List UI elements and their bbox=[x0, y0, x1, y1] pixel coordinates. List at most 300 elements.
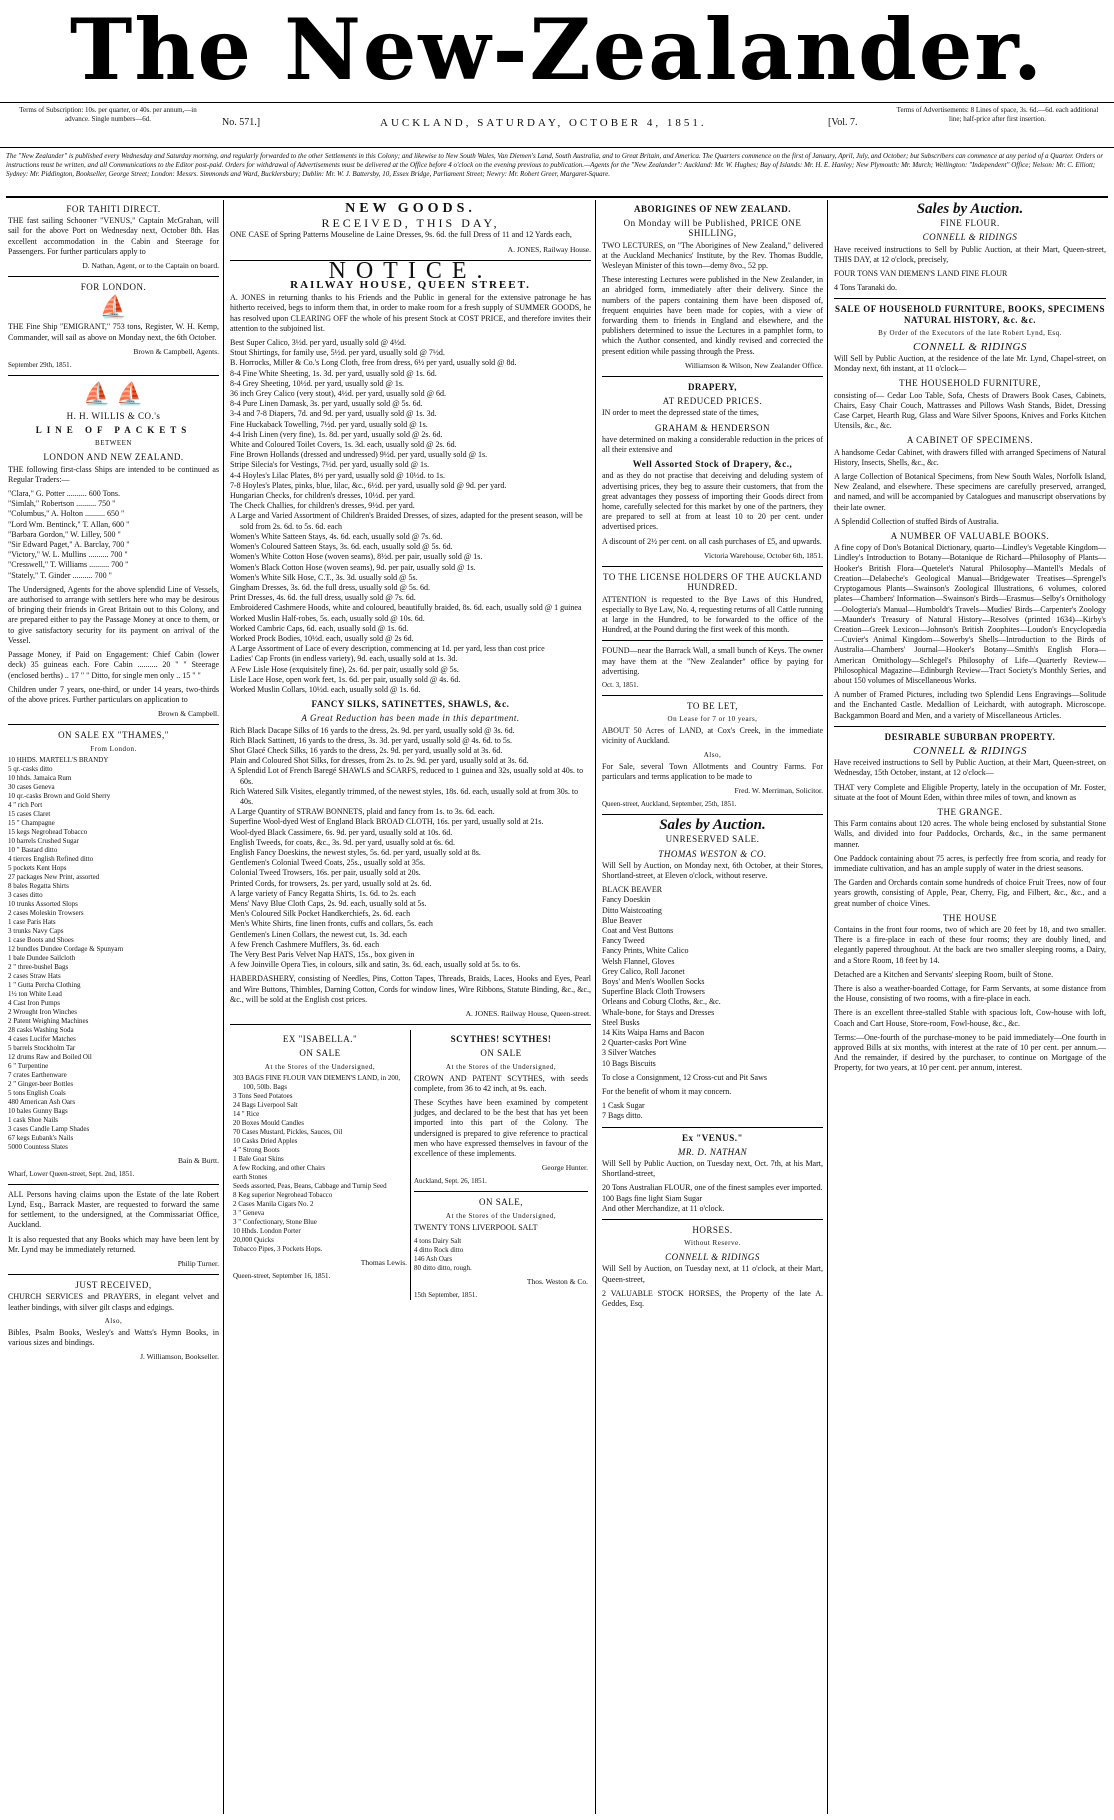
list-item: 1 case Paris Hats bbox=[8, 917, 56, 926]
list-item: Fancy Prints, White Calico bbox=[602, 946, 689, 956]
weston-list bbox=[602, 885, 823, 1069]
list-item: "Cresswell," T. Williams .......... 700 " bbox=[8, 560, 129, 570]
column-4 bbox=[830, 200, 1110, 1814]
list-item: Tobacco Pipes, 3 Pockets Hops. bbox=[233, 1244, 323, 1253]
house-body-2: Detached are a Kitchen and Servants' sleeping Room, built of Stone. bbox=[834, 969, 1054, 979]
horses-body: Will Sell by Auction, on Tuesday next, at 11 o'clock, at their Mart, Queen-street, bbox=[602, 1264, 823, 1284]
thames-date: Wharf, Lower Queen-street, Sept. 2nd, 1851. bbox=[8, 1169, 135, 1178]
list-item: 1½ ton White Lead bbox=[8, 989, 62, 998]
willis-line: LINE OF PACKETS bbox=[35, 425, 192, 436]
salt-date: 15th September, 1851. bbox=[414, 1291, 478, 1300]
list-item: 4-4 Irish Linen (very fine), 1s. 8d. per yard, usually sold @ 2s. 6d. bbox=[230, 429, 443, 439]
willis-body-2: The Undersigned, Agents for the above splendid Line of Vessels, are authorised to arrange with settlers here who may be desirous of bringing their friends in Great Britain out to this Colony, and are prepared either to pay the Passage Money at once to them, or to give satisfactory security for its payment on arrival of the Vessel. bbox=[8, 584, 219, 645]
list-item: Wool-dyed Black Cassimere, 6s. 9d. per yard, usually sold at 10s. 6d. bbox=[230, 827, 453, 837]
divider bbox=[8, 276, 219, 277]
list-item: 8 bales Regatta Shirts bbox=[8, 881, 69, 890]
flour-items-2: 4 Tons Taranaki do. bbox=[834, 283, 898, 293]
list-item: 3 trunks Navy Caps bbox=[8, 926, 64, 935]
list-item: A Splendid Lot of French Baregé SHAWLS and SCARFS, reduced to 1 guinea and 32s, usually sold at 40s. to 60s. bbox=[230, 766, 584, 786]
aborigines-body: TWO LECTURES, on "The Aborigines of New Zealand," delivered at the Auckland Mechanics' Institute, by the Rev. Thomas Buddle, Wesleyan Minister of this town—demy 8vo., 52 pp. bbox=[602, 240, 823, 271]
list-item: 14 " Rice bbox=[233, 1109, 260, 1118]
divider bbox=[8, 375, 219, 376]
scythes-heading: SCYTHES! SCYTHES! bbox=[450, 1034, 552, 1045]
list-item: 12 bundles Dundee Cordage & Spunyarn bbox=[8, 944, 124, 953]
list-item: 12 drums Raw and Boiled Oil bbox=[8, 1052, 92, 1061]
lynd-signature: Philip Turner. bbox=[177, 1258, 219, 1268]
isabella-sale: ON SALE bbox=[299, 1048, 341, 1059]
list-item: Gingham Dresses, 3s. 6d. the full dress, usually sold @ 5s. 6d. bbox=[230, 582, 431, 592]
advertisement-terms: Terms of Advertisements: 8 Lines of space, 3s. 6d.—6d. each additional line; half-price after first insertion. bbox=[896, 106, 1099, 123]
divider bbox=[414, 1191, 588, 1192]
list-item: 10 " Bastard ditto bbox=[8, 845, 58, 854]
list-item: 4 Cast Iron Pumps bbox=[8, 998, 60, 1007]
list-item: Fancy Doeskin bbox=[602, 895, 651, 905]
ship-icon: ⛵ bbox=[99, 294, 128, 320]
nathan-body: Will Sell by Public Auction, on Tuesday next, Oct. 7th, at his Mart, Shortland-street, bbox=[602, 1159, 823, 1179]
list-item: 3 cases ditto bbox=[8, 890, 43, 899]
list-item: 303 BAGS FINE FLOUR VAN DIEMEN'S LAND, in 200, 100, 50lb. Bags bbox=[233, 1073, 401, 1091]
list-item: 30 cases Geneva bbox=[8, 782, 55, 791]
ship-icon: ⛵ ⛵ bbox=[83, 381, 144, 407]
divider bbox=[834, 298, 1106, 299]
list-item: 8 Keg superior Negrohead Tobacco bbox=[233, 1190, 333, 1199]
list-item: And other Merchandize, at 11 o'clock. bbox=[602, 1203, 725, 1213]
list-item: 10 HHDS. MARTELL'S BRANDY bbox=[8, 755, 109, 764]
drapery-body-3: and as they do not practise that deceiving and deluding system of advertising prices, they beg to assure their customers, that from the great advantages they possess of importing their Goods direct from home, carefully selected for this market by one of the partners, they are prepared to sell at from at least 10 to 20 per cent. under advertised prices. bbox=[602, 471, 823, 532]
grange-heading: THE GRANGE. bbox=[937, 806, 1003, 817]
flour-firm: CONNELL & RIDINGS bbox=[922, 232, 1018, 243]
list-item: 3-4 and 7-8 Diapers, 7d. and 9d. per yard, usually sold @ 1s. 3d. bbox=[230, 409, 437, 419]
list-item: Shot Glacé Check Silks, 16 yards to the dress, 2s. 9d. per yard, usually sold at 3s. 6d. bbox=[230, 745, 503, 755]
list-item: 3 cases Candle Lamp Shades bbox=[8, 1124, 90, 1133]
cabinet-body: A handsome Cedar Cabinet, with drawers filled with arranged Specimens of Natural History, Insects, Shells, &c., &c. bbox=[834, 447, 1106, 467]
received-body-2: Bibles, Psalm Books, Wesley's and Watts's Hymn Books, in various sizes and bindings. bbox=[8, 1327, 219, 1347]
house-body-3: There is also a weather-boarded Cottage, for Farm Servants, at some distance from the House, consisting of two rooms, with a fire-place in each. bbox=[834, 984, 1106, 1004]
willis-route: LONDON AND NEW ZEALAND. bbox=[43, 452, 184, 463]
received-this-day: RECEIVED, THIS DAY, bbox=[321, 216, 500, 231]
received-heading: JUST RECEIVED, bbox=[75, 1280, 152, 1291]
list-item: Fine Brown Hollands (dressed and undressed) 9½d. per yard, usually sold @ 1s. bbox=[230, 450, 488, 460]
list-item: 1 cask Shoe Nails bbox=[8, 1115, 58, 1124]
list-item: Men's White Shirts, fine linen fronts, cuffs and collars, 5s. each bbox=[230, 919, 433, 929]
list-item: 3 " Geneva bbox=[233, 1208, 265, 1217]
masthead-title: The New-Zealander. bbox=[69, 0, 1045, 99]
aborigines-heading: ABORIGINES OF NEW ZEALAND. bbox=[633, 204, 792, 214]
let-date: Queen-street, Auckland, September, 25th, 1851. bbox=[602, 800, 737, 809]
list-item: Best Super Calico, 3½d. per yard, usually sold @ 4½d. bbox=[230, 338, 407, 348]
list-item: 5 tons English Coals bbox=[8, 1088, 66, 1097]
suburban-heading: DESIRABLE SUBURBAN PROPERTY. bbox=[884, 731, 1056, 742]
list-item: 80 ditto ditto, rough. bbox=[414, 1263, 472, 1272]
list-item: B. Horrocks, Miller & Co.'s Long Cloth, free from dress, 6½ per yard, usually sold @ 8d. bbox=[230, 358, 517, 368]
list-item: 1 Bale Goat Skins bbox=[233, 1154, 284, 1163]
grange-body-3: The Garden and Orchards contain some hundreds of choice Fruit Trees, now of four years growth, consisting of Apple, Pear, Cherry, Fig, and Filbert, &c., &c., and a great number of choice Vines. bbox=[834, 878, 1106, 908]
let-subheading: On Lease for 7 or 10 years, bbox=[667, 715, 758, 724]
list-item: Boys' and Men's Woollen Socks bbox=[602, 976, 705, 986]
list-item: 27 packages New Print, assorted bbox=[8, 872, 100, 881]
price-list bbox=[230, 338, 591, 695]
list-item: Rich Black Sattinett, 16 yards to the dress, 3s. 3d. per yard, usually sold @ 4s. 6d. to 5s. bbox=[230, 735, 513, 745]
furniture-order: By Order of the Executors of the late Robert Lynd, Esq. bbox=[878, 328, 1062, 337]
list-item: 3 Tons Seed Potatoes bbox=[233, 1091, 293, 1100]
drapery-signature: Victoria Warehouse, October 6th, 1851. bbox=[704, 550, 823, 560]
list-item: 4 tierces English Refined ditto bbox=[8, 854, 94, 863]
list-item: A Large Assortment of Lace of every description, commencing at 1d. per yard, less than cost price bbox=[230, 644, 545, 654]
jones-signature: A. JONES. Railway House, Queen-street. bbox=[465, 1009, 591, 1019]
let-also: Also, bbox=[703, 750, 722, 759]
furniture-body: Will Sell by Public Auction, at the residence of the late Mr. Lynd, Chapel-street, on Monday next, 6th instant, at 11 o'clock— bbox=[834, 354, 1106, 374]
list-item: 36 inch Grey Calico (very stout), 4½d. per yard, usually sold @ 6d. bbox=[230, 389, 446, 399]
list-item: 4 tons Dairy Salt bbox=[414, 1236, 462, 1245]
divider bbox=[834, 726, 1106, 727]
column-2 bbox=[226, 200, 596, 1814]
list-item: 1 case Boots and Shoes bbox=[8, 935, 74, 944]
received-also: Also, bbox=[104, 1316, 123, 1325]
isabella-heading: EX "ISABELLA." bbox=[282, 1034, 358, 1045]
nathan-firm: MR. D. NATHAN bbox=[677, 1146, 748, 1157]
weston-body: Will Sell by Auction, on Monday next, 6th October, at their Stores, Shortland-street, at Eleven o'clock, without reserve. bbox=[602, 860, 823, 880]
licence-body: ATTENTION is requested to the Bye Laws of this Hundred, especially to Bye Law, No. 4, requesting returns of all Cattle running at large in the Hundred, to be forwarded to the office of the Hundred, at the Pound during the first week of this month. bbox=[602, 594, 823, 635]
aborigines-signature: Williamson & Wilson, New Zealander Office. bbox=[684, 360, 823, 370]
divider bbox=[602, 566, 823, 567]
passage-money: Passage Money, if Paid on Engagement: Chief Cabin (lower deck) 35 guineas each. Fore Cabin .......... 20 " " Steerage (enclosed berths) .. 17 " " Ditto, for single men only .. 15 " " bbox=[8, 650, 219, 680]
list-item: 4 ditto Rock ditto bbox=[414, 1245, 464, 1254]
list-item: "Victory," W. L. Mullins .......... 700 " bbox=[8, 550, 128, 560]
list-item: 146 Ash Oars bbox=[414, 1254, 453, 1263]
issue-date: AUCKLAND, SATURDAY, OCTOBER 4, 1851. bbox=[380, 117, 707, 129]
list-item: 28 casks Washing Soda bbox=[8, 1025, 74, 1034]
bottom-split bbox=[230, 1030, 591, 1300]
list-item: "Lord Wm. Bentinck," T. Allan, 600 " bbox=[8, 519, 130, 529]
scythes-at: At the Stores of the Undersigned, bbox=[445, 1062, 557, 1071]
scythes-date: Auckland, Sept. 26, 1851. bbox=[414, 1177, 487, 1186]
list-item: The Check Challies, for children's dresses, 9½d. per yard. bbox=[230, 501, 415, 511]
list-item: 15 " Champagne bbox=[8, 818, 55, 827]
list-item: Lisle Lace Hose, open work feet, 1s. 6d. per pair, usually sold @ 4s. 6d. bbox=[230, 674, 461, 684]
isabella-date: Queen-street, September 16, 1851. bbox=[233, 1271, 331, 1280]
received-body: CHURCH SERVICES and PRAYERS, in elegant velvet and leather bindings, with silver gilt clasps and edgings. bbox=[8, 1292, 219, 1312]
list-item: Women's White Satteen Stays, 4s. 6d. each, usually sold @ 7s. 6d. bbox=[230, 531, 443, 541]
found-body: FOUND—near the Barrack Wall, a small bunch of Keys. The owner may have them at the "New Zealander" office by paying for advertising. bbox=[602, 646, 823, 676]
list-item: 480 American Ash Oars bbox=[8, 1097, 76, 1106]
list-item: 8-4 Grey Sheeting, 10½d. per yard, usually sold @ 1s. bbox=[230, 378, 405, 388]
list-item: 15 kegs Negrohead Tobacco bbox=[8, 827, 88, 836]
list-item: Gentlemen's Colonial Tweed Coats, 25s., usually sold at 35s. bbox=[230, 858, 425, 868]
list-item: "Simlah," Robertson .......... 750 " bbox=[8, 499, 116, 509]
list-item: Worked Cambric Caps, 6d. each, usually sold @ 1s. 6d. bbox=[230, 623, 409, 633]
list-item: Stout Shirtings, for family use, 5½d. per yard, usually sold @ 7½d. bbox=[230, 348, 445, 358]
list-item: "Stately," T. Ginder .......... 700 " bbox=[8, 570, 112, 580]
divider bbox=[602, 1219, 823, 1220]
books-body-2: A number of Framed Pictures, including two Splendid Lens Engravings—Solitude and the Enchanted Castle. Medallion of Leichardt, with autograph. Microscope. Backgammon Board and Men, and a variety of Miscellaneous Articles. bbox=[834, 690, 1106, 720]
list-item: Superfine Wool-dyed West of England Black BROAD CLOTH, 16s. per yard, usually sold at 21s. bbox=[230, 817, 544, 827]
list-item: Rich Black Dacape Silks of 16 yards to the dress, 2s. 9d. per yard, usually sold @ 3s. 6d. bbox=[230, 725, 515, 735]
list-item: 5 pockets Kent Hops bbox=[8, 863, 67, 872]
books-heading: A NUMBER OF VALUABLE BOOKS. bbox=[890, 531, 1050, 542]
subscription-terms: Terms of Subscription: 10s. per quarter, or 40s. per annum,—in advance. Single numbers—6d. bbox=[19, 106, 197, 123]
salt-signature: Thos. Weston & Co. bbox=[526, 1276, 588, 1286]
received-body: ONE CASE of Spring Patterns Mouseline de Laine Dresses, 9s. 6d. the full Dress of 11 and 12 Yards each, bbox=[230, 230, 572, 240]
willis-between: BETWEEN bbox=[95, 439, 132, 448]
sale-terms: Terms:—One-fourth of the purchase-money to be paid immediately—One fourth in approved Bills at six months, with interest at the rate of 10 per cent. per annum.—And the remainder, if desired by the purchaser, to continue on Mortgage of the Property, for two years, at 10 per cent. per annum, interest. bbox=[834, 1032, 1106, 1073]
drapery-body: IN order to meet the depressed state of the times, bbox=[602, 408, 759, 418]
railway-heading: RAILWAY HOUSE, QUEEN STREET. bbox=[290, 279, 531, 292]
list-item: A few Joinville Opera Ties, in colours, silk and satin, 3s. 6d. each, usually sold at 5s. to 6s. bbox=[230, 960, 521, 970]
london-date: September 29th, 1851. bbox=[8, 361, 72, 370]
list-item: Superfine Black Cloth Trowsers bbox=[602, 987, 705, 997]
divider bbox=[8, 724, 219, 725]
drapery-firm: GRAHAM & HENDERSON bbox=[654, 422, 770, 433]
list-item: "Columbus," A. Holton .......... 650 " bbox=[8, 509, 125, 519]
list-item: A Large Quantity of STRAW BONNETS, plaid and fancy from 1s. to 3s. 6d. each. bbox=[230, 807, 495, 817]
nathan-list bbox=[602, 1183, 823, 1214]
list-item: Mens' Navy Blue Cloth Caps, 2s. 9d. each, usually sold at 5s. bbox=[230, 899, 427, 908]
list-item: earth Stones bbox=[233, 1172, 268, 1181]
thames-from: From London. bbox=[90, 744, 137, 753]
divider bbox=[8, 1274, 219, 1275]
fancy-heading: FANCY SILKS, SATINETTES, SHAWLS, &c. bbox=[311, 699, 510, 710]
scythes-body: CROWN AND PATENT SCYTHES, with seeds complete, from 36 to 42 inch, at 9s. each. bbox=[414, 1073, 588, 1093]
dateline bbox=[0, 102, 1114, 148]
horses-firm: CONNELL & RIDINGS bbox=[665, 1252, 760, 1263]
list-item: 2 Quarter-casks Port Wine bbox=[602, 1038, 687, 1048]
list-item: 20 Tons Australian FLOUR, one of the finest samples ever imported. bbox=[602, 1183, 823, 1193]
fancy-subheading: A Great Reduction has been made in this department. bbox=[301, 713, 520, 724]
list-item: 5 barrels Stockholm Tar bbox=[8, 1043, 76, 1052]
list-item: 10 Casks Dried Apples bbox=[233, 1136, 298, 1145]
column-1 bbox=[4, 200, 224, 1814]
fancy-list bbox=[230, 726, 591, 971]
scythes-advert bbox=[410, 1030, 591, 1300]
list-item: 1 Cask Sugar bbox=[602, 1101, 645, 1111]
horses-subheading: Without Reserve. bbox=[684, 1239, 741, 1248]
isabella-list bbox=[233, 1074, 407, 1254]
scythes-sale: ON SALE bbox=[480, 1048, 522, 1059]
unreserved-heading: UNRESERVED SALE. bbox=[665, 834, 760, 845]
london-body: THE Fine Ship "EMIGRANT," 753 tons, Register, W. H. Kemp, Commander, will sail as above on Monday next, the 6th October. bbox=[8, 322, 219, 342]
list-item: 7 crates Earthenware bbox=[8, 1070, 67, 1079]
divider bbox=[602, 640, 823, 641]
list-item: 4 " Strong Boots bbox=[233, 1145, 280, 1154]
let-signature: Fred. W. Merriman, Solicitor. bbox=[734, 785, 823, 795]
drapery-body-4: A discount of 2½ per cent. on all cash purchases of £5, and upwards. bbox=[602, 536, 822, 546]
list-item: A Few Lisle Hose (exquisitely fine), 2s. 6d. per pair, usually sold @ 5s. bbox=[230, 664, 459, 674]
list-item: 4 cases Lucifer Matches bbox=[8, 1034, 76, 1043]
list-item: "Clara," G. Potter .......... 600 Tons. bbox=[8, 489, 121, 499]
salt-sale: ON SALE, bbox=[479, 1197, 523, 1208]
weston-firm: THOMAS WESTON & CO. bbox=[658, 848, 767, 859]
horses-heading: HORSES. bbox=[692, 1225, 733, 1236]
list-item: Worked Muslin Collars, 10½d. each, usually sold @ 1s. 6d. bbox=[230, 684, 421, 694]
list-item: BLACK BEAVER bbox=[602, 885, 663, 895]
column-3 bbox=[598, 200, 828, 1814]
list-item: Hungarian Checks, for children's dresses, 10½d. per yard. bbox=[230, 491, 415, 501]
list-item: 5 qr.-casks ditto bbox=[8, 764, 53, 773]
consignment: To close a Consignment, 12 Cross-cut and Pit Saws bbox=[602, 1072, 767, 1082]
isabella-advert bbox=[230, 1030, 410, 1300]
list-item: Fine Huckaback Towelling, 7½d. per yard, usually sold @ 1s. bbox=[230, 419, 428, 429]
list-item: Embroidered Cashmere Hoods, white and coloured, beautifully braided, 8s. 6d. each, usually sold @ 1 guinea bbox=[230, 603, 582, 613]
salt-body: TWENTY TONS LIVERPOOL SALT bbox=[414, 1222, 538, 1232]
lynd-body-2: It is also requested that any Books which may have been lent by Mr. Lynd may be immediately returned. bbox=[8, 1234, 219, 1254]
list-item: Blue Beaver bbox=[602, 915, 642, 925]
list-item: A few Rocking, and other Chairs bbox=[233, 1163, 326, 1172]
lynd-body: ALL Persons having claims upon the Estate of the late Robert Lynd, Esq., Barrack Master, are requested to forward the same for settlement, to the undersigned, at the Commissariat Office, Auckland. bbox=[8, 1189, 219, 1230]
willis-signature: Brown & Campbell. bbox=[157, 709, 219, 719]
cabinet-body-3: A Splendid Collection of stuffed Birds of Australia. bbox=[834, 516, 999, 526]
grange-body: This Farm contains about 120 acres. The whole being enclosed by substantial Stone Walls, and divided into four Paddocks, Orchards, &c., in the same permanent manner. bbox=[834, 819, 1106, 849]
list-item: Men's Coloured Silk Pocket Handkerchiefs, 2s. 6d. each bbox=[230, 909, 411, 919]
books-body: A fine copy of Don's Botanical Dictionary, quarto—Lindley's Vegetable Kingdom—Lindley's Introduction to Botany—Botanique de Richard—Philosophy of Plants—Hooker's British Flora—Quetelet's Natural Philosophy—Mantell's Medals of Creation—Delabeche's Geological Manual—Bridgewater Treatises—Sprengel's Cryptogamous Plants—Swainson's Zoological Illustrations, 6 volumes, colored plates—Chambers' Information—Swainson's Birds—Erasmus—Selby's Ornithology—Oologteria's Manual—Humboldt's Travels—Mudies' Birds—Carpenter's Zoology—Maunder's Treasury of Natural History—Resolves (printed 1634)—Kirby's Creation—Greek Lexicon—Johnson's British Zoophites—Loudon's Encyclopædia—Cuvier's Animal Kingdom—Sowerby's Shells—Introduction to the Birds of Australia—Chambers' Journal—Hooker's Botany—Smith's English Flora—American Ornithology—Schlegel's Philosophy of Life—Quarterly Review—Philosophical Magazine—Edinburgh Review—Tract Society's Monthly Series, and about 150 volumes of Miscellaneous Works. bbox=[834, 543, 1106, 685]
list-item: 10 qr.-casks Brown and Gold Sherry bbox=[8, 791, 111, 800]
ship-list bbox=[8, 489, 219, 581]
list-item: "Barbara Gordon," W. Lilley, 500 " bbox=[8, 529, 121, 539]
list-item: A few French Cashmere Mufflers, 3s. 6d. each bbox=[230, 939, 380, 949]
list-item: 10 Hhds. London Porter bbox=[233, 1226, 301, 1235]
list-item: Steel Busks bbox=[602, 1017, 640, 1027]
list-item: English Fancy Doeskins, the newest styles, 5s. 6d. per yard, usually sold at 8s. bbox=[230, 847, 481, 857]
list-item: 14 Kits Waipa Hams and Bacon bbox=[602, 1028, 705, 1037]
divider bbox=[230, 1024, 591, 1025]
cabinet-body-2: A large Collection of Botanical Specimens, from New South Wales, Norfolk Island, New Zealand, and elsewhere. These specimens are carefully preserved, arranged, and named, and will be accompanied by Catalogues and manuscript observations by their late owner. bbox=[834, 472, 1106, 512]
list-item: 2 cases Moleskin Trowsers bbox=[8, 908, 84, 917]
list-item: Colonial Tweed Trowsers, 16s. per pair, usually sold at 20s. bbox=[230, 868, 421, 878]
list-item: Women's White Cotton Hose (woven seams), 8½d. per pair, usually sold @ 1s. bbox=[230, 552, 483, 562]
list-item: Printed Cords, for trowsers, 2s. per yard, usually sold at 2s. 6d. bbox=[230, 878, 432, 888]
thames-list bbox=[8, 756, 219, 1152]
list-item: 8-4 Fine White Sheeting, 1s. 3d. per yard, usually sold @ 1s. 6d. bbox=[230, 368, 437, 378]
list-item: 2 Patent Weighing Machines bbox=[8, 1016, 89, 1025]
list-item: 3 " Confectionary, Stone Blue bbox=[233, 1217, 317, 1226]
list-item: Whale-bone, for Stays and Dresses bbox=[602, 1007, 715, 1017]
tahiti-body: THE fast sailing Schooner "VENUS," Captain McGrahan, will sail for the above Port on Wednesday next, October 8th. Has excellent accommodation in the Cabin and Steerage for Passengers. For further particulars apply to bbox=[8, 216, 219, 256]
list-item: Worked Prock Bodies, 10½d. each, usually sold @ 2s 6d. bbox=[230, 633, 414, 643]
list-item: 7 Bags ditto. bbox=[602, 1111, 643, 1121]
list-item: Coat and Vest Buttons bbox=[602, 925, 674, 935]
volume-number: [Vol. 7. bbox=[828, 117, 858, 128]
list-item: 67 kegs Eubank's Nails bbox=[8, 1133, 74, 1142]
drapery-subheading: AT REDUCED PRICES. bbox=[662, 396, 763, 407]
list-item: 2 Cases Manila Cigars No. 2 bbox=[233, 1199, 314, 1208]
drapery-heading: DRAPERY, bbox=[687, 382, 738, 393]
let-heading: TO BE LET, bbox=[687, 700, 738, 711]
tahiti-signature: D. Nathan, Agent, or to the Captain on board. bbox=[82, 261, 219, 271]
list-item: Rich Watered Silk Visites, elegantly trimmed, of the newest styles, 18s. 6d. each, usually sold at from 30s. to 40s. bbox=[230, 786, 579, 806]
suburban-body-2: THAT very Complete and Eligible Property, lately in the occupation of Mr. Foster, situate at the foot of Mount Eden, within three miles of town, and known as bbox=[834, 782, 1106, 802]
tahiti-heading: FOR TAHITI DIRECT. bbox=[66, 204, 161, 214]
list-item: 2 " three-bushel Bags bbox=[8, 962, 69, 971]
suburban-firm: CONNELL & RIDINGS bbox=[912, 744, 1028, 757]
divider bbox=[8, 1184, 219, 1185]
list-item: Welsh Flannel, Gloves bbox=[602, 956, 675, 966]
railway-body: A. JONES in returning thanks to his Friends and the Public in general for the extensive patronage he has hitherto received, begs to inform them that, in order to make room for a fresh supply of SUMMER GOODS, he has resolved upon CLEARING OFF the whole of his present Stock at COST PRICE, and therefore invites their attention to the subjoined list. bbox=[230, 293, 591, 333]
list-item: Orleans and Coburg Cloths, &c., &c. bbox=[602, 997, 721, 1007]
suburban-body: Have received instructions to Sell by Public Auction, at their Mart, Queen-street, on Wednesday, 15th October, instant, at 12 o'clock— bbox=[834, 758, 1106, 778]
furniture-items: consisting of— Cedar Loo Table, Sofa, Chests of Drawers Book Cases, Cabinets, Chairs, Easy Chair Couch, Mattrasses and Pillows Wash Stands, Bidet, Dressing Case Carpet, Hearth Rug, Glass and Ware Silver Spoons, Knives and Forks Kitchen Utensils, &c., &c. bbox=[834, 390, 1106, 431]
list-item: Women's White Silk Hose, C.T., 3s. 3d. usually sold @ 5s. bbox=[230, 572, 418, 582]
house-heading: THE HOUSE bbox=[942, 912, 998, 923]
list-item: 5000 Countess Slates bbox=[8, 1142, 68, 1151]
list-item: English Tweeds, for coats, &c., 3s. 9d. per yard, usually sold at 6s. 6d. bbox=[230, 837, 456, 847]
flour-items: FOUR TONS VAN DIEMEN'S LAND FINE FLOUR bbox=[834, 269, 1008, 279]
house-body-4: There is an excellent three-stalled Stable with spacious loft, Cow-house with loft, Coach and Cart House, Store-room, Fowl-house, &c., &c. bbox=[834, 1008, 1106, 1028]
list-item: Seeds assorted, Peas, Beans, Cabbage and Turnip Seed bbox=[233, 1181, 387, 1190]
list-item: Stripe Silecia's for Vestings, 7½d. per yard, usually sold @ 1s. bbox=[230, 460, 430, 470]
list-item: Ladies' Cap Fronts (in endless variety), 9d. each, usually sold at 1s. 3d. bbox=[230, 654, 458, 664]
let-body: ABOUT 50 Acres of LAND, at Cox's Creek, in the immediate vicinity of Auckland. bbox=[602, 726, 823, 746]
list-item: 1 " Gutta Percha Clothing bbox=[8, 980, 81, 989]
willis-body: THE following first-class Ships are intended to be continued as Regular Traders:— bbox=[8, 464, 219, 484]
furniture-title: THE HOUSEHOLD FURNITURE, bbox=[899, 378, 1041, 389]
list-item: Gentlemen's Linen Collars, the newest cut, 1s. 3d. each bbox=[230, 929, 407, 939]
list-item: 100 Bags fine light Siam Sugar bbox=[602, 1193, 703, 1203]
furniture-heading: SALE OF HOUSEHOLD FURNITURE, BOOKS, SPECIMENS NATURAL HISTORY, &c. &c. bbox=[835, 304, 1105, 325]
auction-heading: Sales by Auction. bbox=[916, 201, 1024, 217]
licence-heading: TO THE LICENSE HOLDERS OF THE AUCKLAND HUNDRED. bbox=[602, 572, 822, 593]
grange-body-2: One Paddock containing about 75 acres, is perfectly free from scoria, and ready for immediate cultivation, and has an ample supply of water in the driest seasons. bbox=[834, 853, 1106, 873]
let-body-2: For Sale, several Town Allotments and Country Farms. For particulars and terms application to be made to bbox=[602, 761, 823, 781]
list-item: 20 Boxes Mould Candles bbox=[233, 1118, 304, 1127]
list-item: 20,000 Quicks bbox=[233, 1235, 274, 1244]
drapery-body-2: have determined on making a considerable reduction in the prices of all their extensive and bbox=[602, 434, 823, 455]
furniture-firm: CONNELL & RIDINGS bbox=[912, 340, 1028, 353]
list-item: 7-8 Hoyles's Plates, pinks, blue, lilac, &c., 6½d. per yard, usually sold @ 9d. per yard. bbox=[230, 480, 507, 490]
list-item: Women's Coloured Satteen Stays, 3s. 6d. each, usually sold @ 5s. 6d. bbox=[230, 542, 453, 552]
thames-heading: ON SALE EX "THAMES," bbox=[58, 730, 169, 741]
list-item: The Very Best Paris Velvet Nap HATS, 15s., box given in bbox=[230, 950, 415, 960]
horses-items: 2 VALUABLE STOCK HORSES, the Property of the late A. Geddes, Esq. bbox=[602, 1288, 823, 1309]
list-item: White and Coloured Toilet Covers, 1s. 3d. each, usually sold @ 2s. 6d. bbox=[230, 440, 457, 450]
flour-heading: FINE FLOUR. bbox=[940, 218, 1000, 229]
list-item: 70 Cases Mustard, Pickles, Sauces, Oil bbox=[233, 1127, 343, 1136]
willis-heading: H. H. WILLIS & CO.'s bbox=[66, 411, 161, 422]
list-item: 10 Bags Biscuits bbox=[602, 1058, 656, 1068]
found-date: Oct. 3, 1851. bbox=[602, 680, 639, 689]
list-item: A large variety of Fancy Regatta Shirts, 1s. 6d. to 2s. each bbox=[230, 888, 416, 898]
scythes-signature: George Hunter. bbox=[541, 1163, 588, 1173]
house-body: Contains in the front four rooms, two of which are 20 feet by 18, and two smaller. There is a fire-place in each of these four rooms; they are doubly lined, and elegantly papered throughout. At the back are two smaller sleeping rooms, a Dairy, and a Store Room, 18 feet by 14. bbox=[834, 924, 1106, 965]
divider bbox=[602, 376, 823, 377]
list-item: 24 Bags Liverpool Salt bbox=[233, 1100, 298, 1109]
benefit-list bbox=[602, 1101, 823, 1121]
thames-signature: Bain & Burtt. bbox=[177, 1155, 219, 1165]
list-item: Plain and Coloured Shot Silks, for dresses, from 2s. to 2s. 9d. per yard, usually sold at 3s. 6d. bbox=[230, 756, 529, 766]
list-item: 10 bales Gunny Bags bbox=[8, 1106, 68, 1115]
list-item: 6 " Turpentine bbox=[8, 1061, 49, 1070]
scythes-body-2: These Scythes have been examined by competent judges, and declared to be the best that has yet been imported into this part of the Colony. The undersigned is prepared to give reference to practical men who have expressed themselves in favour of the excellence of these implements. bbox=[414, 1098, 588, 1159]
isabella-signature: Thomas Lewis. bbox=[360, 1257, 407, 1267]
list-item: Women's Black Cotton Hose (woven seams), 9d. per pair, usually sold @ 1s. bbox=[230, 562, 476, 572]
new-goods-heading: NEW GOODS. bbox=[345, 201, 476, 216]
divider bbox=[602, 1127, 823, 1128]
list-item: 10 barrels Crushed Sugar bbox=[8, 836, 79, 845]
benefit: For the benefit of whom it may concern. bbox=[602, 1087, 732, 1097]
list-item: 10 trunks Assorted Slops bbox=[8, 899, 78, 908]
aborigines-publication: On Monday will be Published, PRICE ONE SHILLING, bbox=[623, 218, 802, 239]
isabella-at: At the Stores of the Undersigned, bbox=[264, 1062, 376, 1071]
cabinet-heading: A CABINET OF SPECIMENS. bbox=[906, 435, 1034, 446]
list-item: 2 cases Straw Hats bbox=[8, 971, 61, 980]
venus-heading: Ex "VENUS." bbox=[681, 1132, 743, 1143]
divider bbox=[602, 814, 823, 815]
drapery-stock: Well Assorted Stock of Drapery, &c., bbox=[632, 459, 793, 470]
issue-number: No. 571.] bbox=[222, 117, 261, 128]
list-item: 2 " Ginger-beer Bottles bbox=[8, 1079, 74, 1088]
notice-heading: NOTICE. bbox=[328, 257, 493, 284]
received-signature: A. JONES, Railway House. bbox=[507, 244, 591, 254]
salt-at: At the Stores of the Undersigned, bbox=[445, 1211, 557, 1220]
received-signature: J. Williamson, Bookseller. bbox=[140, 1352, 219, 1362]
